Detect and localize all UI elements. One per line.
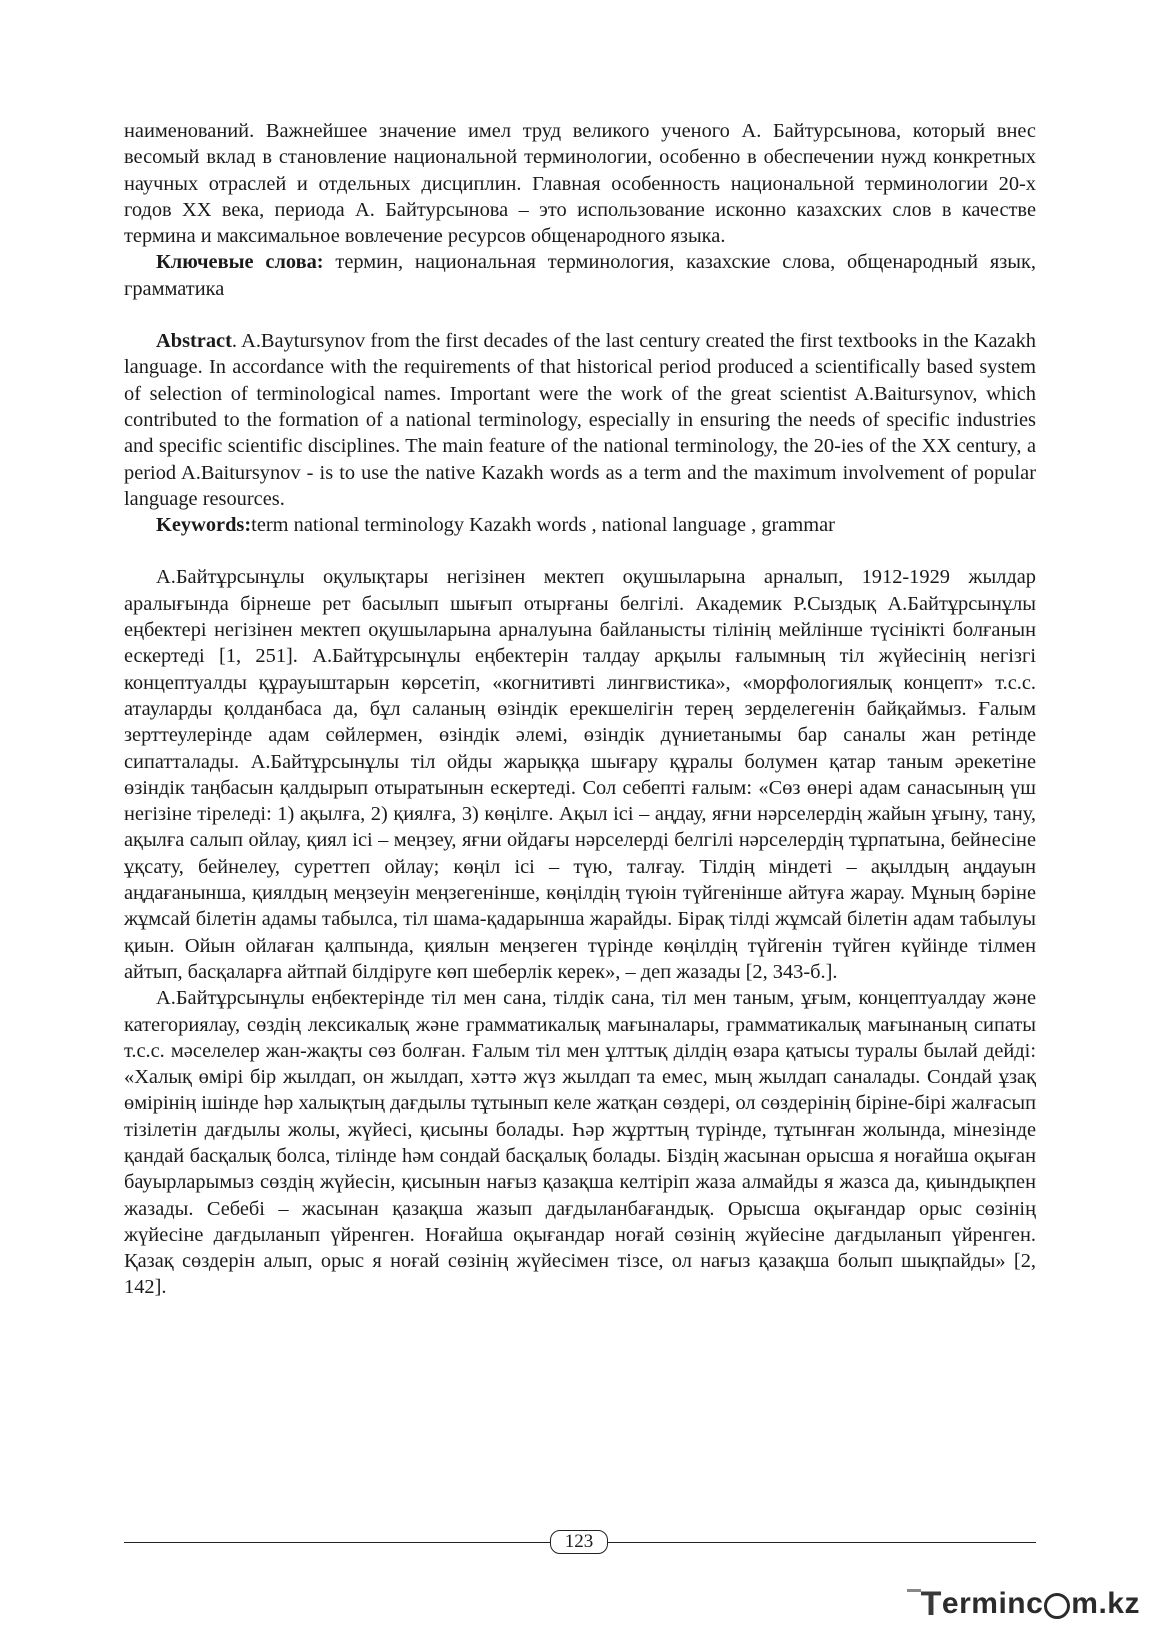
circle-o-icon — [1044, 1593, 1070, 1619]
footer-rule-left — [124, 1542, 550, 1543]
ru-keywords — [124, 249, 1036, 302]
watermark-end: m.kz — [1071, 1587, 1140, 1620]
body-paragraph-2: А.Байтұрсынұлы еңбектерінде тіл мен сана, тілдік сана, тіл мен таным, ұғым, концептуалдау және категориялау, сөздің лексикалық және грамматикалық мағыналары, грамматикалық мағынаның сипаты т.с.с. мәселелер жан-жақты сөз болған. Ғалым тіл мен ұлттық ділдің өзара қатысы туралы былай дейді: «Халық өмірі бір жылдап, он жылдап, хәттә жүз жылдап та емес, мың жылдап саналады. Сондай ұзақ өмірінің ішінде һәр халықтың дағдылы тұтынып келе жатқан сөздері, ол сөздерінің біріне-бірі жалғасып тізілетін дағдылы жолы, жүйесі, қисыны болады. Һәр жұрттың түрінде, тұтынған жолында, мінезінде қандай басқалық болса, тілінде һәм сондай басқалық болады. Біздің жасынан орысша я ноғайша оқыған бауырларымыз сөздің жүйесін, қисынын нағыз қазақша келтіріп жаза алмайды я жазса да, қиындықпен жазады. Себебі – жасынан қазақша жазып дағдыланбағандық. Орысша оқығандар орыс сөзінің жүйесіне дағдыланып үйренген. Ноғайша оқығандар ноғай сөзінің жүйесіне дағдыланып үйренген. Қазақ сөздерін алып, орыс я ноғай сөзінің жүйесімен тізсе, ол нағыз қазақша болып шықпайды» [2, 142]. — [124, 987, 1036, 1299]
page-body — [124, 118, 1036, 1301]
en-keywords-label: Keywords: — [156, 514, 252, 537]
en-keywords — [124, 512, 1036, 538]
en-abstract — [124, 328, 1036, 512]
en-abstract-label: Abstract — [156, 330, 232, 353]
watermark-initial: T — [920, 1584, 942, 1623]
footer-rule-right — [608, 1542, 1036, 1543]
watermark-middle: erminc — [941, 1587, 1044, 1620]
en-abstract-text: . A.Baytursynov from the first decades of the last century created the first textbooks in the Kazakh language. In accordance with the requirements of that historical period produced a scientifically based system of selection of terminological names. Important were the work of the great scientist A.Baitursynov, which contributed to the formation of a national terminology, especially in ensuring the needs of specific industries and specific scientific disciplines. The main feature of the national terminology, the 20-ies of the XX century, a period A.Baitursynov - is to use the native Kazakh words as a term and the maximum involvement of popular language resources. — [124, 330, 1036, 510]
ru-keywords-label: Ключевые слова: — [156, 251, 324, 274]
ru-abstract-continuation: наименований. Важнейшее значение имел труд великого ученого А. Байтурсынова, который внес весомый вклад в становление национальной терминологии, особенно в обеспечении нужд конкретных научных отраслей и отдельных дисциплин. Главная особенность национальной терминологии 20-х годов XX века, периода А. Байтурсынова – это использование исконно казахских слов в качестве термина и максимальное вовлечение ресурсов общенародного языка. — [124, 120, 1036, 248]
spacer — [124, 538, 1036, 564]
body-paragraph-1: А.Байтұрсынұлы оқулықтары негізінен мектеп оқушыларына арналып, 1912-1929 жылдар аралығында бірнеше рет басылып шығып отырғаны белгілі. Академик Р.Сыздық А.Байтұрсынұлы еңбектері негізінен мектеп оқушыларына арналуына байланысты тілінің мейлінше түсінікті болғанын ескертеді [1, 251]. А.Байтұрсынұлы еңбектерін талдау арқылы ғалымның тіл жүйесінің негізгі концептуалды құрауыштарын көрсетіп, «когнитивті лингвистика», «морфологиялық концепт» т.с.с. атауларды қолданбаса да, бұл саланың өзіндік ерекшелігін терең зерделегенін байқаймыз. Ғалым зерттеулерінде адам сөйлермен, өзіндік әлемі, өзіндік дүниетанымы бар саналы жан ретінде сипатталады. А.Байтұрсынұлы тіл ойды жарыққа шығару құралы болумен қатар таным әрекетіне өзіндік таңбасын қалдырып отыратынын ескертеді. Сол себепті ғалым: «Сөз өнері адам санасының үш негізіне тіреледі: 1) ақылға, 2) қиялға, 3) көңілге. Ақыл ісі – аңдау, яғни нәрселердің жайын ұғыну, тану, ақылға салып ойлау, қиял ісі – меңзеу, яғни ойдағы нәрселерді белгілі нәрселердің тұрпатына, бейнесіне ұқсату, бейнелеу, суреттеп ойлау; көңіл ісі – түю, талғау. Тілдің міндеті – ақылдың аңдауын аңдағанынша, қиялдың меңзеуін меңзегенінше, көңілдің түюін түйгенінше айтуға жарау. Мұның бәріне жұмсай білетін адамы табылса, тіл шама-қадарынша жарайды. Бірақ тілді жұмсай білетін адам табылуы қиын. Ойын ойлаған қалпында, қиялын меңзеген түрінде көңілдің түйгенін түйген күйінде тілмен айтып, басқаларға айтпай білдіруге көп шеберлік керек», – деп жазады [2, 343-б.]. — [124, 566, 1036, 983]
en-keywords-text: term national terminology Kazakh words , national language , grammar — [251, 514, 835, 537]
ru-keywords-text: термин, национальная терминология, казахские слова, общенародный язык, грамматика — [124, 251, 1036, 300]
spacer — [124, 302, 1036, 328]
page-number: 123 — [550, 1530, 608, 1554]
site-watermark — [921, 1582, 1140, 1626]
